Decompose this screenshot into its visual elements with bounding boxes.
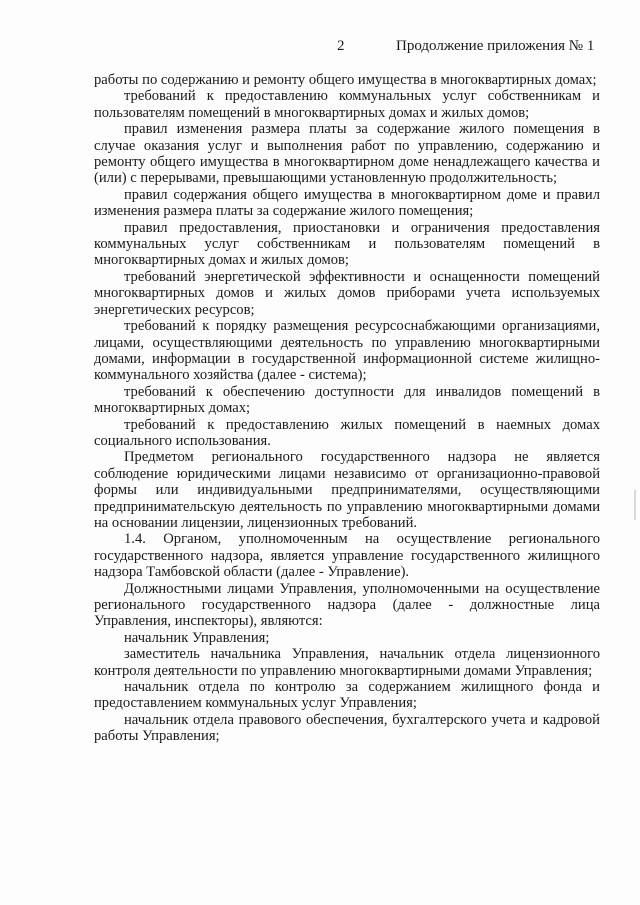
paragraph: требований к порядку размещения ресурсоснабжающими организациями, лицами, осуществляющими деятельность по управлению многоквартирными домами, информации в государственной информационной системе жилищно-коммунального хозяйства (далее - система);: [94, 318, 600, 384]
paragraph: работы по содержанию и ремонту общего имущества в многоквартирных домах;: [94, 72, 597, 88]
document-body: [94, 72, 600, 745]
paragraph: правил изменения размера платы за содержание жилого помещения в случае оказания услуг и выполнения работ по управлению, содержанию и ремонту общего имущества в многоквартирном доме ненадлежащего качества и (или) с перерывами, превышающими установленную продолжительность;: [94, 121, 600, 187]
paragraph: правил содержания общего имущества в многоквартирном доме и правил изменения размера платы за содержание жилого помещения;: [94, 186, 600, 220]
paragraph: требований к обеспечению доступности для инвалидов помещений в многоквартирных домах;: [94, 383, 600, 417]
paragraph: Должностными лицами Управления, уполномоченными на осуществление регионального государственного надзора (далее - должностные лица Управления, инспекторы), являются:: [94, 580, 600, 630]
page-header: [0, 38, 640, 58]
scan-artifact: [634, 490, 636, 520]
paragraph: Предметом регионального государственного надзора не является соблюдение юридическими лицами независимо от организационно-правовой формы или индивидуальными предпринимателями, осуществляющими предпринимательскую деятельность по управлению многоквартирными домами на основании лицензии, лицензионных требований.: [94, 449, 600, 531]
paragraph: начальник Управления;: [124, 629, 270, 646]
paragraph: начальник отдела правового обеспечения, бухгалтерского учета и кадровой работы Управления;: [94, 711, 600, 745]
paragraph: требований к предоставлению жилых помещений в наемных домах социального использования.: [94, 416, 600, 449]
appendix-label: Продолжение приложения № 1: [396, 38, 595, 54]
paragraph: требований к предоставлению коммунальных услуг собственникам и пользователям помещений в многоквартирных домах и жилых домов;: [94, 88, 600, 121]
paragraph: заместитель начальника Управления, начальник отдела лицензионного контроля деятельности по управлению многоквартирными домами Управления;: [94, 646, 600, 679]
paragraph: 1.4. Органом, уполномоченным на осуществление регионального государственного надзора, является управление государственного жилищного надзора Тамбовской области (далее - Управление).: [94, 531, 600, 581]
paragraph: требований энергетической эффективности и оснащенности помещений многоквартирных домов и жилых домов приборами учета используемых энергетических ресурсов;: [94, 268, 600, 318]
paragraph: начальник отдела по контролю за содержанием жилищного фонда и предоставлением коммунальных услуг Управления;: [94, 679, 600, 712]
page-number: 2: [337, 38, 345, 54]
paragraph: правил предоставления, приостановки и ограничения предоставления коммунальных услуг собственникам и пользователям помещений в многоквартирных домах и жилых домов;: [94, 219, 600, 269]
